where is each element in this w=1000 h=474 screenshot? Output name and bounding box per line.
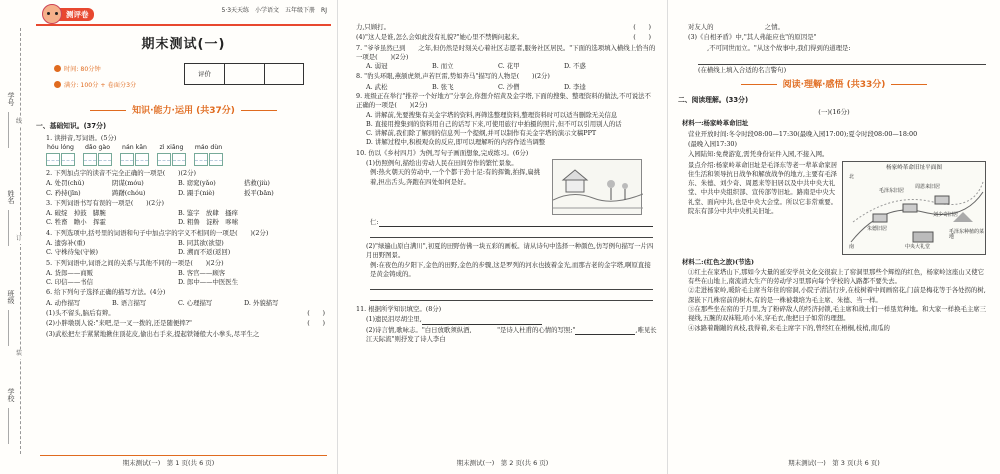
question-10: 10. 仿以《乡村四月》为例,写句子画面想象,完成练习。(6分): [356, 148, 529, 157]
q10-example: 例:热火朝天的劳动中,一个个都干劲十足:有的挥锄,拍挥,扁挑着,担出舌头,奔跑在四处如何是好。: [370, 168, 541, 186]
site-map: 杨家岭革命旧址平面图 北 毛泽东旧居 周恩来旧居 朱德旧居 刘少奇旧居 中央大礼堂 南 毛泽东种植的菜地: [842, 161, 986, 255]
q9-option-d[interactable]: D. 讲解过程中,积极观众的反应,即可以理解听的内容作适当调整: [366, 138, 546, 147]
page-2: [338, 0, 668, 474]
page-footer: 期末测试(一) 第 1 页(共 6 页): [0, 459, 337, 468]
material-2-para-3: ③在那些坐在窑的于月里,为了粉碎敌人的经济封锁,毛主席和战士们一样垦荒种地。和大家一样换毛主席三视线,五腕的双袜鞋,哈小米,穿毛衣,他把日子如常的理想。: [688, 304, 987, 323]
answer-line[interactable]: [698, 54, 986, 65]
page-footer: 期末测试(一) 第 2 页(共 6 页): [456, 458, 549, 467]
material-2-para-1: ①红土在家塔山下,那如今大量的延安学员文化交很寂上了窑洞里那些个辉煌的红色，杨家岭这座山又使它有些在山地上,南流清大生产的劳动学习里那向每个学校的入路都不要失去。: [688, 267, 984, 286]
q5-options[interactable]: C. 印信——书信 D. 郎中——中医医生: [46, 278, 239, 287]
material-1-notice: 入园陆知:免费游览,需凭身份证件入园,不接入网。: [688, 150, 829, 159]
class-label: 班级: [7, 290, 15, 304]
q6-options: A. 动作描写 B. 语言描写 C. 心理描写 D. 外貌描写: [46, 298, 279, 307]
q11-item-2: (2)诗言情,歌咏志。"白日放歌须纵酒, "是诗人杜甫的心情的写照;" ,唯见长江天际流"则抒发了诗人李白: [366, 325, 657, 343]
q3-options[interactable]: C. 牲畜 瞻小 挥霍 D. 粗鲁 淀粉 哆嗦: [46, 218, 239, 227]
mascot-icon: [42, 4, 62, 24]
q8-options[interactable]: A. 武松 B. 张飞 C. 沙僧 D. 李逵: [366, 82, 586, 91]
q5-options[interactable]: A. 货郎——商贩 B. 客官——顾客: [46, 268, 226, 277]
material-1-hours: 营业开放时间:冬令时段08:00—17:30(最晚入园17:00);夏令时段08:00—18:00: [688, 129, 918, 138]
school-label: 学校: [7, 388, 15, 402]
q6-item-3: (3)武松把左手紧紧地揪住顶花皮,偷出右手来,提起铁锤般大小拳头,尽平生之: [46, 329, 260, 338]
q10-part-2: (2)"绿遍山原白满川",初夏的田野仿佛一块五彩的画板。请从诗句中选择一种颜色,仿写例句描写一片四月田野图景。: [366, 241, 654, 260]
q9-option-c[interactable]: C. 讲解前,我们除了解到的信息列一个提纲,并可以制作有关金字塔的演示文稿PPT: [366, 129, 597, 138]
q6-item-4: (4)"这人是谁,怎么会如此没有礼貌?"她心里不禁俩问起来。 ( ): [356, 33, 651, 42]
farm-illustration: [552, 159, 642, 215]
eval-label: 评价: [185, 64, 225, 84]
question-9: 9. 班级正在举行"推荐一个好地方"分享会,你想介绍黄及金字塔,下面的搜集、整理资料的做法,不可说法不正确的一项是( )(2分): [356, 91, 651, 110]
page-3: [668, 0, 1000, 474]
question-1: 1. 读拼音,写词语。(5分): [46, 133, 117, 142]
q11-item-3-cont: ,不可同世而立。"从这个故事中,我们得到的道理是:: [688, 43, 851, 52]
answer-line[interactable]: [370, 290, 653, 301]
cut-mark: 线: [16, 118, 23, 125]
q2-options[interactable]: C. 矜持(jīn) 踌躇(chóu) D. 蹑手(niè) 扳平(bān): [46, 188, 274, 197]
q4-options[interactable]: A. 遗弥补(重) B. 同其欲(欲望): [46, 238, 224, 247]
question-11: 11. 根据所学知识填空。(8分): [356, 305, 442, 314]
score-info: 满分: 100分 + 卷面分3分: [54, 81, 136, 91]
page-header: [36, 0, 331, 28]
question-8: 8. "豹头环眼,燕颔虎须,声若巨雷,势如奔马"描写的人物是( )(2分): [356, 72, 550, 81]
student-no-label: 学号: [7, 92, 15, 106]
name-label: 姓名: [7, 190, 15, 204]
q6-item-2: (2)小胖墩别人说:"来吧,是一叉一拨的,还是随便摔?" ( ): [46, 319, 325, 328]
cut-mark: 订: [16, 235, 23, 242]
material-2-para-4: ④冰路着蹦蹦的真枝,我得着,来毛主席字下的,曾经红在梧桐,枝梢,南瓜的: [688, 323, 890, 332]
section-banner: 阅读·理解·感悟 (共33分): [678, 79, 990, 92]
time-info: 时间: 80分钟: [54, 65, 101, 75]
q11-item-1: (1)遗民泪尽胡尘里,: [356, 315, 657, 324]
binding-margin: [0, 0, 36, 474]
exam-meta: [36, 61, 331, 103]
q6-item-1: (1)头不留头,脑后有辫。 ( ): [46, 308, 325, 317]
section-heading: 一、基础知识。(37分): [36, 121, 107, 130]
sub-heading: (一)(16分): [818, 108, 850, 117]
q4-options[interactable]: C. 守株待兔(守候) D. 溯而不返(返回): [46, 248, 231, 257]
question-4: 4. 下列选项中,括号里的词语和句子中加点字的字义不相同的一项是( )(2分): [46, 228, 269, 237]
q10-part-1: (1)仿照例句,描绘出劳动人民在田间劳作的繁忙景象。: [366, 158, 518, 167]
section-heading: 二、阅读理解。(33分): [678, 96, 749, 105]
q6-item-3-cont: 力,只顾打。 ( ): [356, 23, 651, 31]
evaluation-box[interactable]: [184, 63, 304, 85]
score-icon: [54, 81, 61, 88]
brand-logo: 测评卷: [42, 4, 112, 24]
exam-title: 期末测试(一): [141, 37, 226, 52]
material-1-hours-cont: (最晚入园17:30): [688, 140, 737, 148]
q11-item-2-cont: 对友人的 之情。: [688, 23, 784, 31]
q2-options[interactable]: A. 处罚(chǔ) 阴谋(móu) B. 窈窕(yǎo) 搭救(jiù): [46, 179, 270, 188]
q9-option-b[interactable]: B. 直接用搜集到的资料用自己的话写下来,可使用旅行中拍摄的照片,但不可以引用别人的话: [366, 119, 622, 128]
q11-item-3: (3)《自相矛盾》中,"其人弗能应也"的原因是": [688, 33, 817, 42]
clock-icon: [54, 65, 61, 72]
q3-options[interactable]: A. 破绽 掉鼓 脚腕 B. 鉴字 放肆 搔痒: [46, 209, 238, 218]
page-1: [0, 0, 338, 474]
q11-note: (在横线上填入合适的名言警句): [698, 65, 787, 74]
material-2-para-2: ②走进杨家岭,暖阶毛主席当年住的窑洞,小院子清洁行步,在枝树着中间画窑花,门前是梅花等于各处拐的树,深嵌下几株窑前的树木,有的是一株被栽培为毛主席、朱德、当一样。: [688, 286, 986, 304]
pinyin-row: hóu lóng dǎo gào nán kān zì xiāng máo dùn: [47, 144, 223, 152]
q10-example-2: 例:在夜色的夕阳下,金色的田野,金色的步骤,这是罗列的河水也披着金光,而那古老的金字塔,啊原直接是黄金铸成的。: [370, 260, 651, 278]
question-5: 5. 下列词语中,词语之间的关系与其他不同的一项是( )(2分): [46, 258, 224, 267]
q7-options[interactable]: A. 弱冠 B. 而立 C. 花甲 D. 不惑: [366, 62, 586, 71]
question-7: 7. "爷爷虽然已到 之年,但仍然是时刻关心着社区志愿者,服务社区居民。"下面的选项填入横线上恰当的一项是( )(2分): [356, 43, 656, 61]
writing-grid[interactable]: [36, 153, 331, 166]
q9-option-a[interactable]: A. 讲解前,先要搜集有关金字塔的资料,再筛选整理资料,整理资料时可以适当删除无关信息: [366, 110, 618, 119]
answer-line[interactable]: [370, 279, 653, 290]
material-2-title: 材料二:(红色之旅)(节选): [682, 257, 754, 266]
section-banner: 知识·能力·运用 (共37分): [36, 105, 331, 118]
question-3: 3. 下列词语书写有误的一项是( )(2分): [46, 198, 165, 207]
page-footer: 期末测试(一) 第 3 页(共 6 页): [788, 458, 880, 467]
series-label: 5·3天天练 小学语文 五年级下册 RJ: [221, 7, 327, 14]
cut-mark: 装: [16, 350, 23, 357]
material-1-title: 材料一:杨家岭革命旧址: [682, 119, 749, 128]
question-2: 2. 下列加点字的读音不完全正确的一项是( )(2分): [46, 169, 196, 177]
question-6: 6. 给下列句子选择正确的描写方法。(4分): [46, 288, 166, 297]
answer-line[interactable]: [370, 227, 653, 238]
q10-answer-line[interactable]: 仁:: [356, 217, 657, 227]
material-1-intro: 景点介绍:杨家岭革命旧址是毛泽东等老一辈革命家居住生活和领导抗日战争和解放战争的地方,主要有毛泽东、朱德、刘少奇、周恩来等旧居以及中共中央大礼堂、中共中央组织部、宣传部等旧址。路南是中央大礼堂、面向中共,也是中央大会堂。所以它非常重要。院东有部分中共中央机关旧址。: [688, 160, 838, 215]
